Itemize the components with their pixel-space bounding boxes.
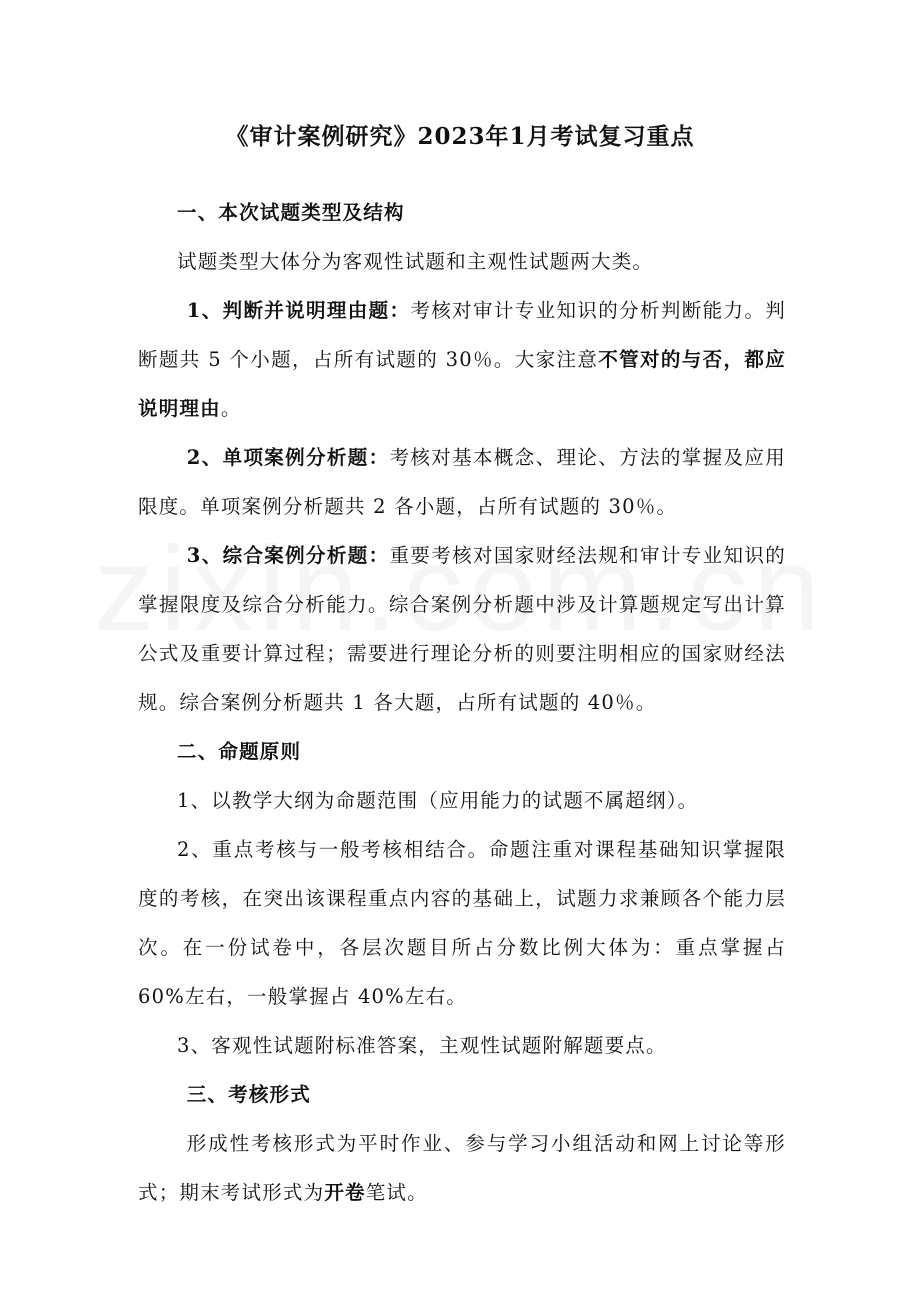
item-1-paragraph [138, 286, 786, 433]
item-1-text-b: 。 [220, 397, 242, 420]
section-2-paragraph-2: 2、重点考核与一般考核相结合。命题注重对课程基础知识掌握限度的考核，在突出该课程重点内容的基础上，试题力求兼顾各个能力层次。在一份试卷中，各层次题目所占分数比例大体为：重点掌握占 60%左右，一般掌握占 40%左右。 [138, 838, 786, 1008]
section-1-heading: 一、本次试题类型及结构 [177, 201, 405, 224]
section-3-text-b: 笔试。 [365, 1181, 428, 1204]
item-3-label: 3、综合案例分析题： [186, 544, 390, 567]
section-1-intro: 试题类型大体分为客观性试题和主观性试题两大类。 [177, 250, 654, 273]
page-title: 《审计案例研究》2023年1月考试复习重点 [225, 123, 695, 150]
section-2-paragraph-3: 3、客观性试题附标准答案，主观性试题附解题要点。 [177, 1034, 667, 1057]
item-2-paragraph [138, 433, 786, 531]
item-2-label: 2、单项案例分析题： [186, 446, 390, 469]
item-1-emphasis: 不管对的与否，都应说明理由 [138, 348, 786, 420]
item-1-text-a: 考核对审计专业知识的分析判断能力。判断题共 5 个小题，占所有试题的 30％。大家注意 [138, 299, 786, 371]
item-2-text: 考核对基本概念、理论、方法的掌握及应用限度。单项案例分析题共 2 各小题，占所有试题的 30％。 [138, 446, 786, 518]
section-2-heading: 二、命题原则 [177, 740, 302, 763]
item-3-text: 重要考核对国家财经法规和审计专业知识的掌握限度及综合分析能力。综合案例分析题中涉及计算题规定写出计算公式及重要计算过程；需要进行理论分析的则要注明相应的国家财经法规。综合案例分析题共 1 各大题，占所有试题的 40％。 [138, 544, 786, 714]
section-3-emphasis: 开卷 [324, 1181, 366, 1204]
section-2-paragraph-1: 1、以教学大纲为命题范围（应用能力的试题不属超纲）。 [177, 789, 699, 812]
document-body [138, 188, 786, 1217]
section-3-paragraph [138, 1119, 786, 1217]
item-3-paragraph [138, 531, 786, 727]
item-1-label: 1、判断并说明理由题： [186, 299, 411, 322]
section-3-text-a: 形成性考核形式为平时作业、参与学习小组活动和网上讨论等形式；期末考试形式为 [138, 1132, 786, 1204]
section-3-heading: 三、考核形式 [186, 1083, 311, 1106]
